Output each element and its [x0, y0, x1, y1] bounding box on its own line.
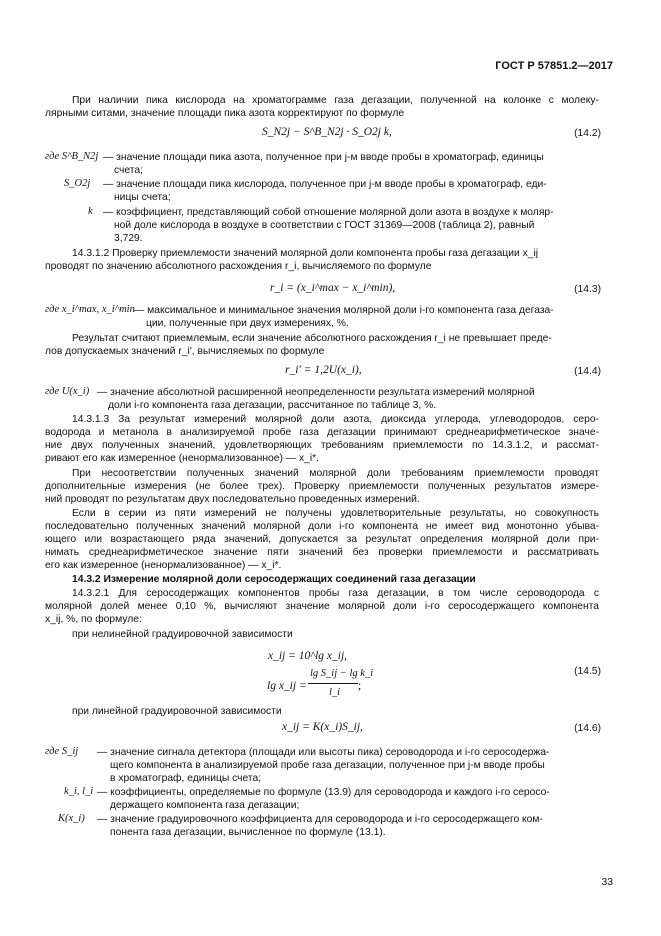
paragraph-intro-line: При наличии пика кислорода на хроматограмме газа дегазации, полученной на колонке с молеку- — [72, 95, 599, 106]
where-definition-line: доли i-го компонента газа дегазации, рассчитанное по таблице 3, %. — [108, 400, 437, 411]
paragraph-intro-line: лярными ситами, значение площади пика азота корректируют по формуле — [45, 108, 405, 119]
paragraph-mismatch-line: При несоответствии полученных значений молярной доли требованиям приемлемости проводят — [72, 468, 599, 479]
equation-14-5-line1: x_ij = 10^lg x_ij, — [268, 650, 348, 662]
where-definition-line: держащего компонента газа дегазации; — [110, 800, 300, 811]
document-header: ГОСТ Р 57851.2—2017 — [495, 60, 613, 72]
where-definition-line: — коэффициент, представляющий собой отношение молярной доли азота в воздухе к моляр- — [103, 207, 554, 218]
paragraph-five-line: последовательно полученных значений молярной доли i-го компонента не имеет вид монотонно убыва- — [45, 521, 599, 532]
paragraph-14-3-1-3-line: водорода и метанола в анализируемой пробе газа дегазации принимают среднеарифметическое значе- — [45, 427, 599, 438]
equation-number-14-2: (14.2) — [574, 128, 601, 139]
paragraph-14-3-1-2-line: 14.3.1.2 Проверку приемлемости значений молярной доли компонента пробы газа дегазации x_ij — [72, 248, 539, 259]
where-definition-line: ной доле кислорода в воздухе в соответствии с ГОСТ 31369—2008 (таблица 2), равный — [114, 220, 535, 231]
paragraph-mismatch-line: ний проводят по результатам двух последовательно проведенных измерений. — [45, 494, 420, 505]
where-definition-line: — значение абсолютной расширенной неопределенности результата измерений молярной — [97, 387, 535, 398]
equation-14-5-semicolon: ; — [358, 680, 362, 692]
where-definition-line: ции, полученные при двух измерениях, %. — [146, 318, 349, 329]
paragraph-five-line: его как измеренное (ненормализованное) — x_i*. — [45, 560, 282, 571]
label-nonlinear: при нелинейной градуировочной зависимости — [72, 629, 293, 640]
paragraph-five-line: ющего или возрастающего ряда значений, допускается за результат определения молярной доли при- — [45, 534, 599, 545]
paragraph-result-line: Результат считают приемлемым, если значение абсолютного расхождения r_i не превышает преде- — [72, 333, 552, 344]
equation-number-14-4: (14.4) — [574, 366, 601, 377]
where-definition-line: — значение площади пика азота, полученное при j-м вводе пробы в хроматограф, единицы — [103, 152, 544, 163]
equation-14-2: S_N2j − S^B_N2j · S_O2j k, — [262, 126, 392, 138]
label-linear: при линейной градуировочной зависимости — [72, 706, 282, 717]
paragraph-five-line: нимать среднеарифметическое значение пяти значений без проверки приемлемости и рассматривать — [45, 547, 599, 558]
equation-14-6: x_ij = K(x_i)S_ij, — [282, 721, 363, 733]
where-symbol: где U(x_i) — [45, 386, 90, 397]
where-definition-line: — коэффициенты, определяемые по формуле (13.9) для сероводорода и каждого i-го серосо- — [97, 787, 550, 798]
equation-number-14-6: (14.6) — [574, 723, 601, 734]
where-definition-line: — значение градуировочного коэффициента для сероводорода и i-го серосодержащего ком- — [97, 814, 543, 825]
where-symbol: K(x_i) — [58, 813, 85, 824]
where-symbol: k_i, l_i — [64, 786, 94, 797]
paragraph-14-3-1-3-line: ривают его как измеренное (ненормализованное) — x_i*. — [45, 453, 319, 464]
equation-number-14-5: (14.5) — [574, 666, 601, 677]
where-symbol: S_O2j — [64, 178, 91, 189]
where-symbol: где S^B_N2j — [45, 151, 99, 162]
paragraph-14-3-1-2-line: проводят по значению абсолютного расхождения r_i, вычисляемого по формуле — [45, 261, 432, 272]
where-definition-line: понента газа дегазации, вычисленное по формуле (13.1). — [110, 827, 386, 838]
page-number: 33 — [601, 877, 613, 888]
paragraph-14-3-2-1-line: x_ij, %, по формуле: — [45, 614, 142, 625]
paragraph-14-3-2-1-line: 14.3.2.1 Для серосодержащих компонентов пробы газа дегазации, в том числе сероводорода с — [72, 588, 599, 599]
where-definition-line: щего компонента в анализируемой пробе газа дегазации, полученное при j-м вводе пробы — [110, 760, 545, 771]
where-definition-line: 3,729. — [114, 233, 143, 244]
paragraph-14-3-2-1-line: молярной долей менее 0,10 %, вычисляют значение молярной доли i-го серосодержащего компонента — [45, 601, 599, 612]
section-heading-14-3-2: 14.3.2 Измерение молярной доли серосодержащих соединений газа дегазации — [72, 574, 476, 585]
paragraph-result-line: лов допускаемых значений r_i', вычисляемых по формуле — [45, 346, 325, 357]
paragraph-mismatch-line: дополнительные измерения (не более трех). Проверку приемлемости полученных результатов измере- — [45, 481, 599, 492]
paragraph-five-line: Если в серии из пяти измерений не получены удовлетворительные результаты, но совокупность — [72, 508, 599, 519]
paragraph-14-3-1-3-line: 14.3.1.3 За результат измерений молярной доли азота, диоксида углерода, углеводородов, серо- — [72, 414, 599, 425]
equation-14-4: r_i' = 1,2U(x_i), — [285, 364, 362, 376]
where-definition-line: в хроматограф, единицы счета; — [110, 773, 262, 784]
where-definition-line: — значение площади пика кислорода, полученное при j-м вводе пробы в хроматограф, еди- — [103, 179, 547, 190]
paragraph-14-3-1-3-line: ние двух полученных значений, удовлетворяющих требованиям приемлемости по 14.3.1.2, и рассмат- — [45, 440, 599, 451]
where-symbol: где x_i^max, x_i^min — [45, 304, 135, 315]
equation-number-14-3: (14.3) — [574, 284, 601, 295]
where-symbol: k — [88, 206, 93, 217]
where-definition-line: ницы счета; — [114, 192, 171, 203]
where-definition-line: — значение сигнала детектора (площади или высоты пика) сероводорода и i-го серосодержа- — [97, 747, 550, 758]
where-symbol: где S_ij — [45, 746, 79, 757]
equation-14-5-denominator: l_i — [329, 687, 341, 698]
equation-14-5-lhs: lg x_ij = — [267, 680, 307, 692]
fraction-bar — [308, 683, 358, 684]
where-definition-line: — максимальное и минимальное значения молярной доли i-го компонента газа дегаза- — [134, 305, 554, 316]
where-definition-line: счета; — [114, 165, 143, 176]
equation-14-5-numerator: lg S_ij − lg k_i — [310, 668, 374, 679]
equation-14-3: r_i = (x_i^max − x_i^min), — [270, 282, 396, 294]
